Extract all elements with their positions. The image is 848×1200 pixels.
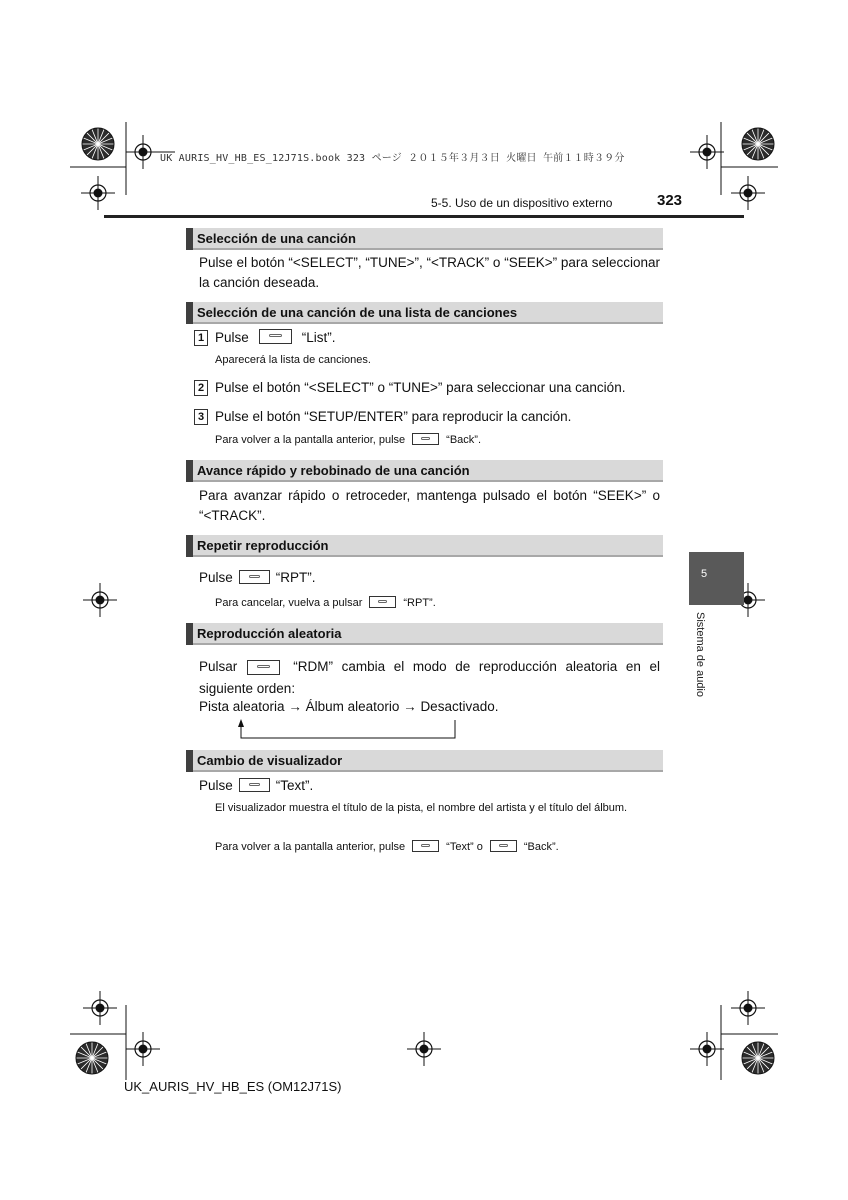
display-note-2-after: “Back”. [523,841,559,853]
random-line-2: siguiente orden: [199,681,296,696]
display-after: “Text”. [275,778,314,793]
step-1-after: “List”. [301,330,336,345]
back-button-icon [412,433,439,445]
display-before: Pulse [199,778,233,793]
step-1-text [215,328,336,348]
section-heading-repeat: Repetir reproducción [186,535,663,557]
cycle-return-arrow [234,718,460,742]
step-3-note [215,432,481,449]
left-middle-mark [83,583,117,617]
rdm-button-icon [247,660,280,675]
select-song-body: Pulse el botón “<SELECT”, “TUNE>”, “<TRACK” o “SEEK>” para seleccionar la canción deseada. [199,255,660,290]
text-button-icon-small [412,840,439,852]
document-code: UK_AURIS_HV_HB_ES (OM12J71S) [124,1079,342,1094]
print-header: UK AURIS_HV_HB_ES_12J71S.book 323 ページ ２０１５年３月３日 火曜日 午前１１時３９分 [160,153,625,164]
step-3-note-after: “Back”. [446,434,482,446]
random-instruction [199,657,660,677]
repeat-note-before: Para cancelar, vuelva a pulsar [215,597,363,609]
section-heading-display: Cambio de visualizador [186,750,663,772]
cycle-step-2: Álbum aleatorio [305,699,400,714]
top-right-marks [690,122,778,210]
random-cycle [199,697,498,717]
step-1-note: Aparecerá la lista de canciones. [215,354,371,366]
section-heading-fast-forward: Avance rápido y rebobinado de una canción [186,460,663,482]
repeat-after: “RPT”. [275,570,316,585]
display-note-1: El visualizador muestra el título de la pista, el nombre del artista y el título del álbum. [215,802,628,814]
chapter-tab-label: Sistema de audio [694,612,706,697]
rpt-button-icon-small [369,596,396,608]
display-note-2 [215,839,559,856]
display-note-2-before: Para volver a la pantalla anterior, pulse [215,841,406,853]
step-number-3: 3 [194,409,208,425]
step-1-before: Pulse [215,330,249,345]
text-button-icon [239,778,270,792]
random-before: Pulsar [199,659,238,674]
section-heading-random: Reproducción aleatoria [186,623,663,645]
section-heading-select-song: Selección de una canción [186,228,663,250]
chapter-tab-number: 5 [701,568,708,580]
fast-forward-body: Para avanzar rápido o retroceder, mantenga pulsado el botón “SEEK>” o “<TRACK”. [199,488,660,523]
top-left-marks [70,122,175,210]
repeat-before: Pulse [199,570,233,585]
step-3-text: Pulse el botón “SETUP/ENTER” para reproducir la canción. [215,409,572,424]
repeat-instruction [199,568,316,588]
cycle-arrow-1: → [288,699,302,714]
back-button-icon-small [490,840,517,852]
header-rule [104,215,744,218]
display-note-2-mid: “Text” o [446,841,483,853]
cycle-step-3: Desactivado. [420,699,499,714]
repeat-note [215,595,436,612]
chapter-label: 5-5. Uso de un dispositivo externo [431,196,613,210]
repeat-note-after: “RPT”. [403,597,436,609]
bottom-right-marks [690,991,778,1080]
step-number-1: 1 [194,330,208,346]
step-3-note-before: Para volver a la pantalla anterior, pulse [215,434,406,446]
bottom-left-marks [70,991,160,1080]
rpt-button-icon [239,570,270,584]
cycle-step-1: Pista aleatoria [199,699,285,714]
step-number-2: 2 [194,380,208,396]
random-after: “RDM” cambia el modo de reproducción aleatoria en el [293,659,660,674]
display-instruction [199,776,313,796]
cycle-arrow-2: → [403,699,417,714]
list-button-icon [259,329,292,344]
bottom-center-mark [407,1032,441,1066]
section-heading-select-from-list: Selección de una canción de una lista de canciones [186,302,663,324]
page-number: 323 [657,192,683,209]
step-2-text: Pulse el botón “<SELECT” o “TUNE>” para seleccionar una canción. [215,380,626,395]
chapter-tab [689,552,744,605]
